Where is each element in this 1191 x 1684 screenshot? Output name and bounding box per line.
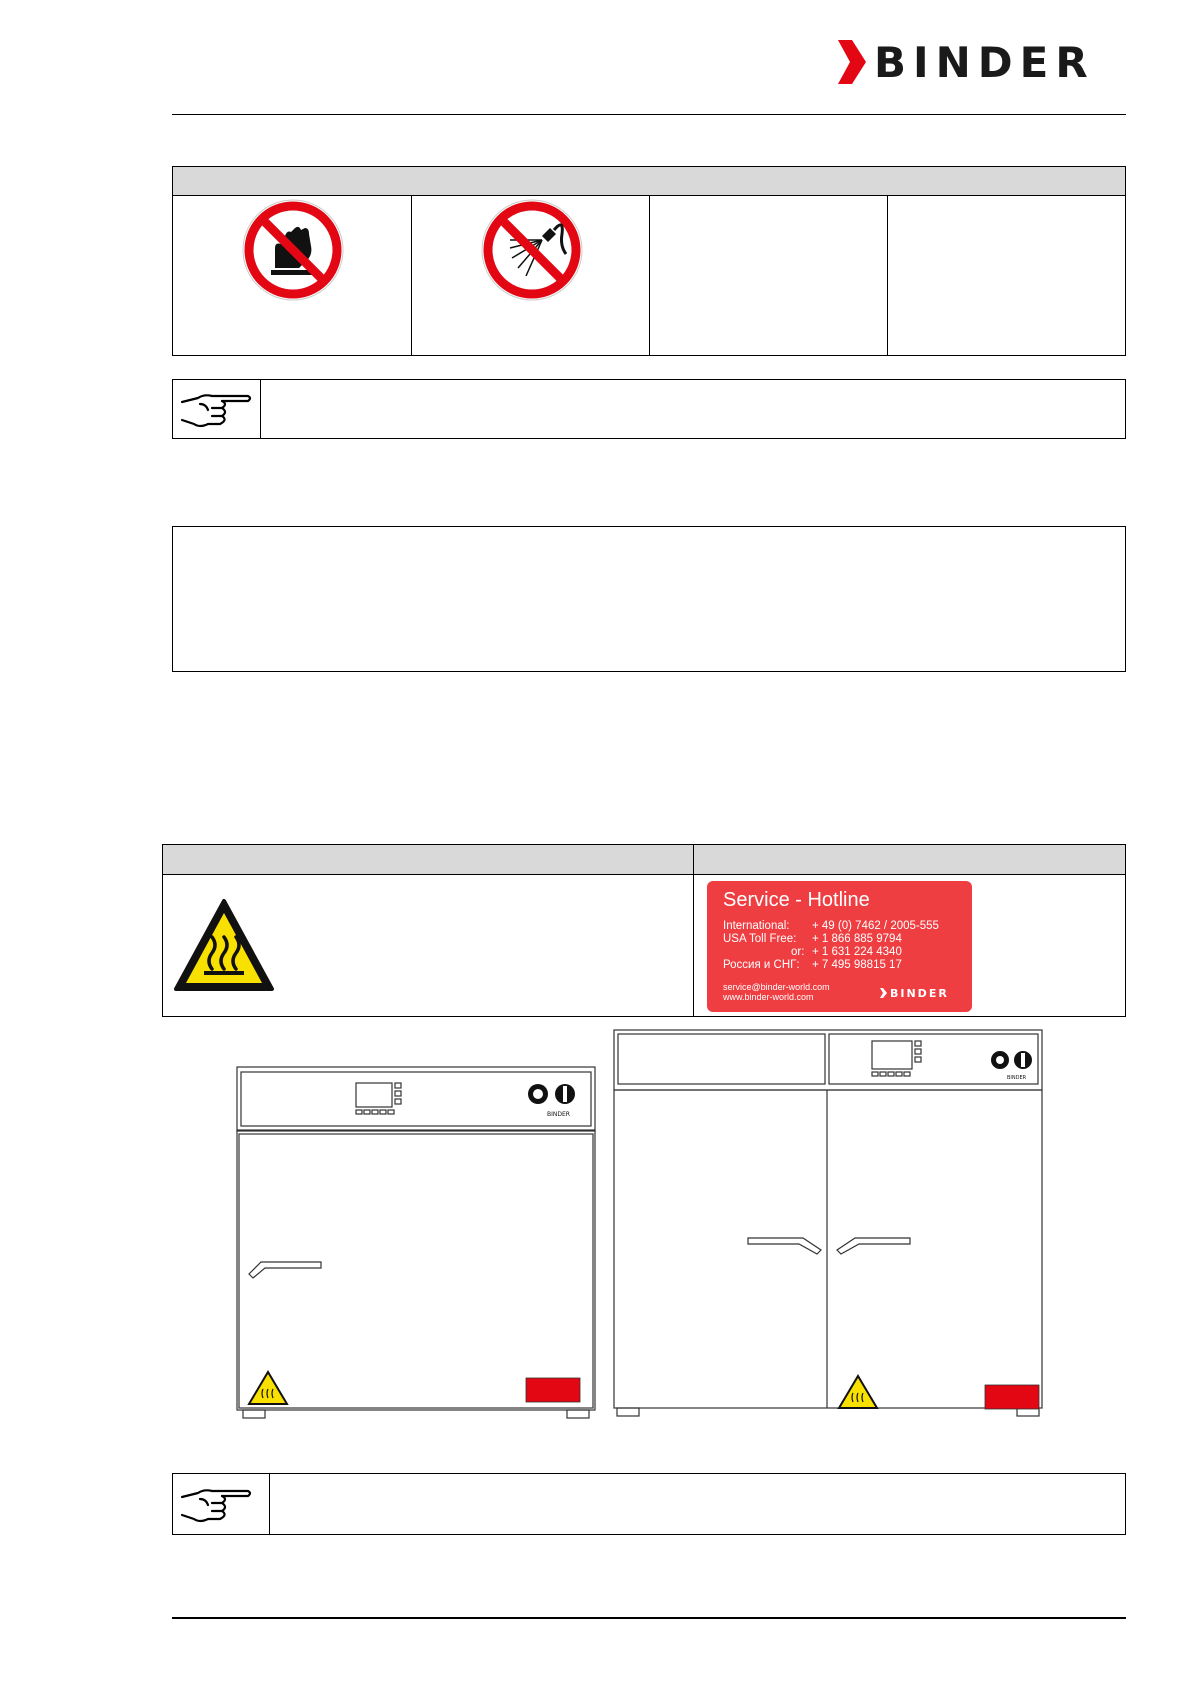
prohibition-table-header — [172, 166, 1126, 196]
prohibition-table-divider — [649, 195, 650, 356]
hotline-title: Service - Hotline — [723, 889, 870, 911]
hotline-row-label: International: — [723, 920, 790, 932]
service-hotline-label — [707, 881, 972, 1012]
device-small-brand: BINDER — [547, 1111, 570, 1118]
hotline-row-value: + 7 495 98815 17 — [812, 959, 902, 971]
label-table-divider — [693, 844, 694, 1017]
note-box — [172, 379, 1126, 439]
hotline-row-value: + 1 866 885 9794 — [812, 933, 902, 945]
device-drawing-large — [613, 1028, 1045, 1420]
device-large-brand: BINDER — [1007, 1075, 1027, 1081]
hotline-row-label: USA Toll Free: — [723, 933, 797, 945]
no-touch-prohibition-icon — [241, 198, 345, 302]
header-rule — [172, 114, 1126, 115]
label-table-header — [162, 844, 1126, 875]
hot-surface-warning-icon — [172, 897, 276, 993]
content-box — [172, 526, 1126, 672]
binder-logo-arrow-icon — [838, 40, 868, 84]
binder-logo-text: BINDER — [874, 38, 1095, 87]
hotline-row-label: Россия и СНГ: — [723, 959, 800, 971]
hotline-brand: BINDER — [890, 987, 949, 1000]
note-box — [172, 1473, 1126, 1535]
footer-rule — [172, 1617, 1126, 1619]
note-box-divider — [269, 1473, 270, 1535]
pointing-hand-note-icon — [178, 384, 254, 434]
no-water-spray-prohibition-icon — [480, 198, 584, 302]
hotline-email: service@binder-world.com — [723, 982, 830, 992]
label-table — [162, 874, 1126, 1017]
note-box-divider — [260, 379, 261, 439]
hotline-brand-arrow-icon — [880, 988, 888, 998]
binder-logo — [838, 38, 1123, 87]
prohibition-table-divider — [887, 195, 888, 356]
hotline-row-label: or: — [791, 946, 805, 958]
hotline-row-value: + 49 (0) 7462 / 2005-555 — [812, 920, 939, 932]
hotline-row-value: + 1 631 224 4340 — [812, 946, 902, 958]
pointing-hand-note-icon — [178, 1479, 254, 1529]
hotline-website: www.binder-world.com — [723, 992, 814, 1002]
prohibition-table-divider — [411, 195, 412, 356]
device-drawing-small — [235, 1066, 599, 1420]
